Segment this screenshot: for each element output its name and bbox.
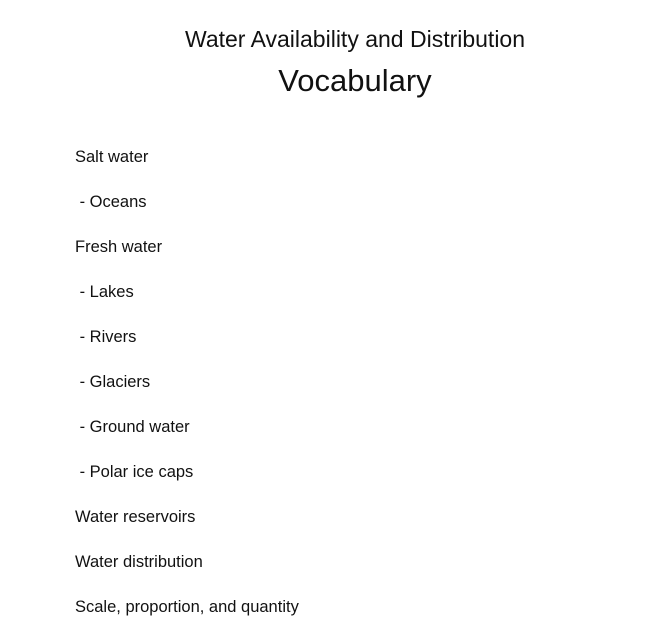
vocab-item-scale-proportion-quantity: Scale, proportion, and quantity [75,598,299,616]
vocab-item-water-distribution: Water distribution [75,553,203,571]
vocab-item-polar-ice-caps: - Polar ice caps [75,463,194,481]
vocab-item-glaciers: - Glaciers [75,373,151,391]
vocab-item-salt-water: Salt water [75,148,149,166]
vocab-item-lakes: - Lakes [75,283,134,301]
document-title: Water Availability and Distribution [184,26,526,52]
vocabulary-heading: Vocabulary [278,63,432,98]
vocab-item-water-reservoirs: Water reservoirs [75,508,196,526]
vocab-item-rivers: - Rivers [75,328,137,346]
vocab-item-ground-water: - Ground water [75,418,190,436]
vocabulary-list [75,145,299,640]
vocab-item-fresh-water: Fresh water [75,238,163,256]
vocab-item-oceans: - Oceans [75,193,147,211]
